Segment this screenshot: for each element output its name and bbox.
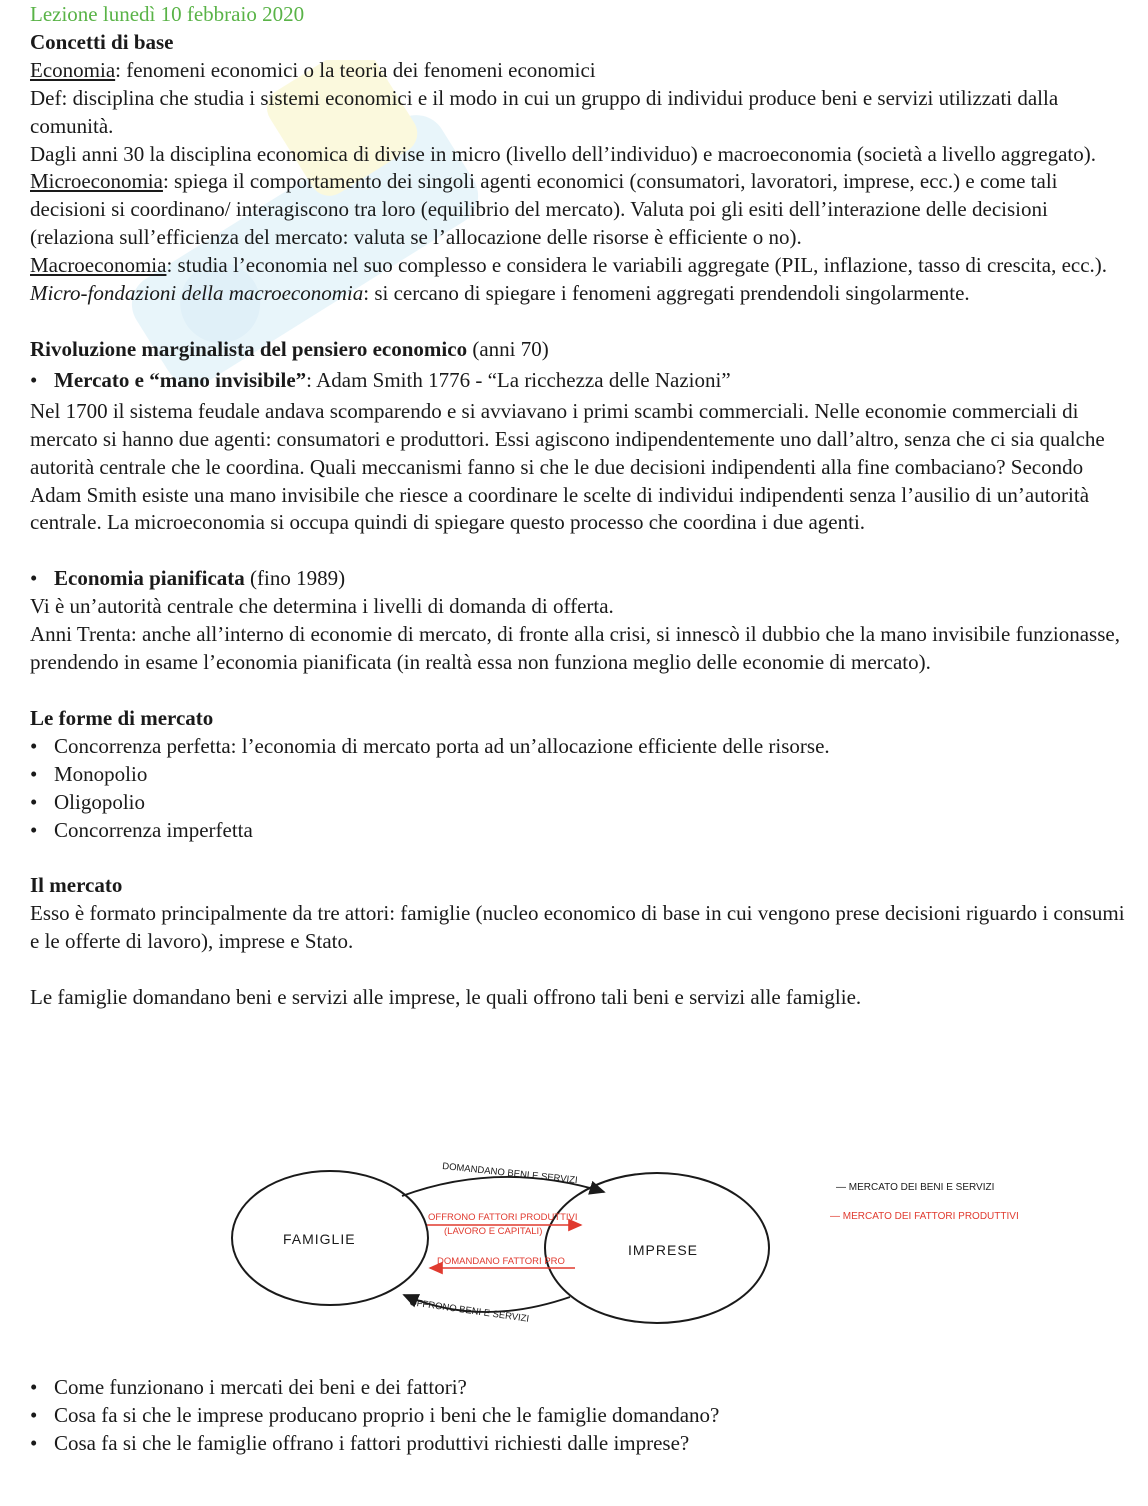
list-item: • Monopolio [30, 761, 1125, 789]
offrono-fattori-label: OFFRONO FATTORI PRODUTTIVI [428, 1212, 578, 1223]
pianificata-line2: Anni Trenta: anche all’interno di economie di mercato, di fronte alla crisi, si innescò il dubbio che la mano invisibile funzionasse, prendendo in esame l’economia pianificata (in realtà essa non funziona meglio delle economie di mercato). [30, 622, 1120, 675]
famiglie-label: FAMIGLIE [283, 1231, 356, 1247]
circular-flow-diagram [0, 1158, 1148, 1333]
term-microeconomia: Microeconomia [30, 169, 163, 194]
domandano-beni-label: DOMANDANO BENI E SERVIZI [441, 1160, 579, 1187]
micro-fondazioni-italic: Micro-fondazioni della macroeconomia [30, 281, 364, 306]
section-title-forme: Le forme di mercato [30, 705, 214, 730]
economia-pianificata-list [30, 565, 1125, 593]
lesson-date-header: Lezione lunedì 10 febbraio 2020 [30, 2, 305, 26]
mercato-paragraph: Esso è formato principalmente da tre attori: famiglie (nucleo economico di base in cui vengono prese decisioni riguardo i consumi e le offerte di lavoro), imprese e Stato. [30, 901, 1125, 954]
mano-invisibile-paragraph: Nel 1700 il sistema feudale andava scomparendo e si avviavano i primi scambi commerciali. Nelle economie commerciali di mercato si hanno due agenti: consumatori e produttori. Essi agiscono indipendentemente uno dall’altro, senza che ci sia qualche autorità centrale che le coordina. Quali meccanismi fanno si che le due decisioni indipendenti alla fine combaciano? Secondo Adam Smith esiste una mano invisibile che riesce a coordinare le scelte di individui indipendenti senza l’ausilio di un’autorità centrale. La microeconomia si occupa quindi di spiegare questo processo che coordina i due agenti. [30, 398, 1105, 535]
list-item: • Economia pianificata (fino 1989) [30, 565, 1125, 593]
section-title-rivoluzione: Rivoluzione marginalista del pensiero economico (anni 70) [30, 336, 549, 361]
anni30-paragraph: Dagli anni 30 la disciplina economica di divise in micro (livello dell’individuo) e macroeconomia (società a livello aggregato). [30, 141, 1096, 166]
pianificata-line1: Vi è un’autorità centrale che determina i livelli di domanda di offerta. [30, 594, 614, 619]
list-item: • Cosa fa si che le famiglie offrano i fattori produttivi richiesti dalle imprese? [30, 1430, 1125, 1458]
section-title-mercato: Il mercato [30, 873, 123, 898]
term-macroeconomia: Macroeconomia [30, 253, 167, 278]
questions-list [30, 1374, 1125, 1458]
economia-definition: Economia: fenomeni economici o la teoria dei fenomeni economici [30, 57, 596, 82]
forme-mercato-list [30, 733, 1125, 845]
mano-invisibile-list [30, 367, 1125, 395]
list-item: • Concorrenza imperfetta [30, 817, 1125, 845]
section-title-concetti: Concetti di base [30, 29, 174, 54]
def-paragraph: Def: disciplina che studia i sistemi economici e il modo in cui un gruppo di individui produce beni e servizi utilizzati dalla comunità. [30, 85, 1059, 138]
legend-beni: — MERCATO DEI BENI E SERVIZI [836, 1182, 995, 1193]
list-item: • Concorrenza perfetta: l’economia di mercato porta ad un’allocazione efficiente delle risorse. [30, 733, 1125, 761]
legend-fattori: — MERCATO DEI FATTORI PRODUTTIVI [830, 1211, 1019, 1222]
list-item: • Come funzionano i mercati dei beni e dei fattori? [30, 1374, 1125, 1402]
famiglie-imprese-paragraph: Le famiglie domandano beni e servizi alle imprese, le quali offrono tali beni e servizi alle famiglie. [30, 985, 862, 1010]
list-item: • Mercato e “mano invisibile”: Adam Smith 1776 - “La ricchezza delle Nazioni” [30, 367, 1125, 395]
term-economia: Economia [30, 57, 116, 82]
domandano-fattori-label: DOMANDANO FATTORI PRO [437, 1256, 565, 1267]
micro-paragraph: Microeconomia: spiega il comportamento dei singoli agenti economici (consumatori, lavoratori, imprese, ecc.) e come tali decisioni si coordinano/ interagiscono tra loro (equilibrio del mercato). Valuta poi gli esiti dell’interazione delle decisioni (relaziona sull’efficienza del mercato: valuta se l’allocazione delle risorse è efficiente o no). [30, 169, 1058, 250]
list-item: • Cosa fa si che le imprese producano proprio i beni che le famiglie domandano? [30, 1402, 1125, 1430]
document-body [30, 0, 1125, 1012]
macro-paragraph: Macroeconomia: studia l’economia nel suo complesso e considera le variabili aggregate (PIL, inflazione, tasso di crescita, ecc.). Micro-fondazioni della macroeconomia: si cercano di spiegare i fenomeni aggregati prendendoli singolarmente. [30, 253, 1108, 306]
offrono-beni-label: OFFRONO BENI E SERVIZI [408, 1297, 530, 1325]
imprese-label: IMPRESE [628, 1242, 699, 1258]
offrono-fattori-sublabel: (LAVORO E CAPITALI) [444, 1226, 543, 1237]
list-item: • Oligopolio [30, 789, 1125, 817]
